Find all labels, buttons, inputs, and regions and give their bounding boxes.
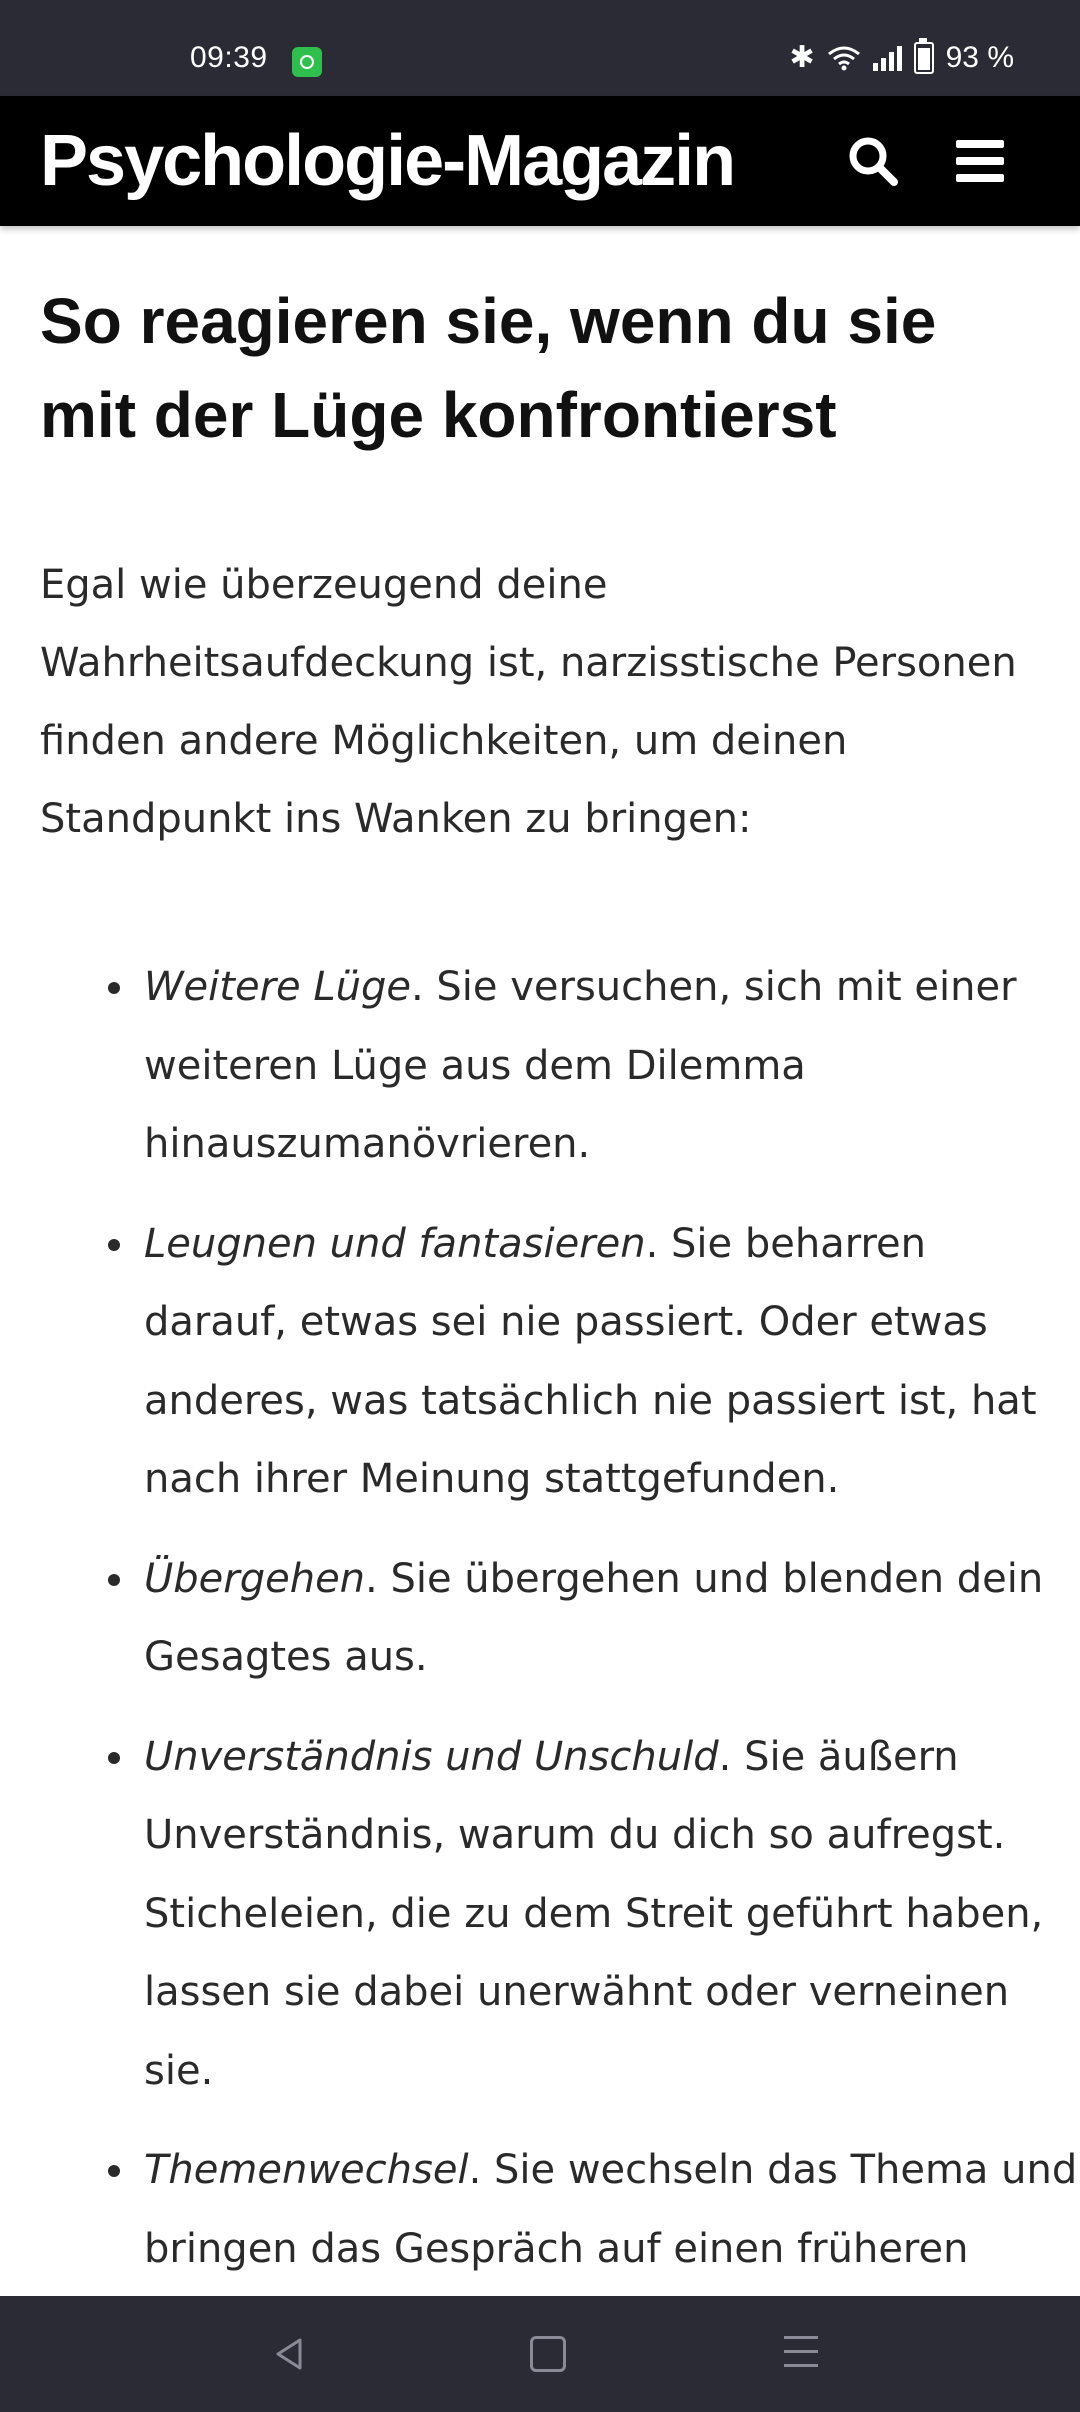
list-item-term: Unverständnis und Unschuld xyxy=(144,1733,719,1780)
bullet-icon xyxy=(108,1239,120,1251)
battery-percent: 93 % xyxy=(945,41,1014,74)
back-icon[interactable] xyxy=(270,2334,310,2374)
bullet-icon xyxy=(108,982,120,994)
bullet-icon xyxy=(108,1574,120,1586)
list-item-text: . Sie äußern Unverständnis, warum du dich so aufregst. Sticheleien, die zu dem Streit geführt haben, lassen sie dabei unerwähnt oder verneinen sie. xyxy=(144,1733,1044,2094)
battery-icon xyxy=(914,42,934,74)
list-item-term: Themenwechsel xyxy=(144,2147,469,2193)
list-item-text: . Sie beharren darauf, etwas sei nie passiert. Oder etwas anderes, was tatsächlich nie passiert ist, hat nach ihrer Meinung stattgefunden. xyxy=(144,1220,1037,1502)
list-item-text: . Sie wechseln das Thema und bringen das Gespräch auf einen früheren xyxy=(144,2147,1078,2272)
search-icon[interactable] xyxy=(846,134,900,188)
list-item-term: Leugnen und fantasieren xyxy=(144,1220,646,1267)
list-item-term: Weitere Lüge xyxy=(144,964,411,1010)
site-logo[interactable]: Psychologie-Magazin xyxy=(40,121,735,201)
home-icon[interactable] xyxy=(530,2336,566,2372)
wifi-icon xyxy=(827,45,861,71)
status-icons xyxy=(789,38,1014,78)
menu-icon[interactable] xyxy=(954,136,1006,186)
list-item-text: . Sie versuchen, sich mit einer weiteren Lüge aus dem Dilemma hinauszumanövrieren. xyxy=(144,964,1017,1167)
list-item xyxy=(144,1540,1078,1697)
list-item xyxy=(144,1718,1078,2111)
status-bar xyxy=(0,0,1080,96)
status-time: 09:39 xyxy=(190,41,268,74)
recent-apps-icon[interactable] xyxy=(784,2336,818,2370)
bluetooth-icon: ✱ xyxy=(789,41,815,74)
list-item xyxy=(144,948,1078,1184)
bullet-icon xyxy=(108,2165,120,2177)
system-nav-bar xyxy=(0,2296,1080,2412)
notification-icon xyxy=(292,47,322,77)
article xyxy=(40,226,1078,2388)
list-item-text: . Sie übergehen und blenden dein Gesagtes aus. xyxy=(144,1555,1044,1680)
bullet-icon xyxy=(108,1752,120,1764)
article-intro: Egal wie überzeugend deine Wahrheitsaufdeckung ist, narzisstische Personen finden andere Möglichkeiten, um deinen Standpunkt ins Wanken zu bringen: xyxy=(40,562,1017,842)
site-header xyxy=(0,96,1080,226)
signal-icon xyxy=(873,45,902,71)
list-item xyxy=(144,1205,1078,1519)
list-item-term: Übergehen xyxy=(144,1555,366,1602)
reaction-list xyxy=(40,948,1078,2367)
article-headline: So reagieren sie, wenn du sie mit der Lüge konfrontierst xyxy=(40,285,937,451)
